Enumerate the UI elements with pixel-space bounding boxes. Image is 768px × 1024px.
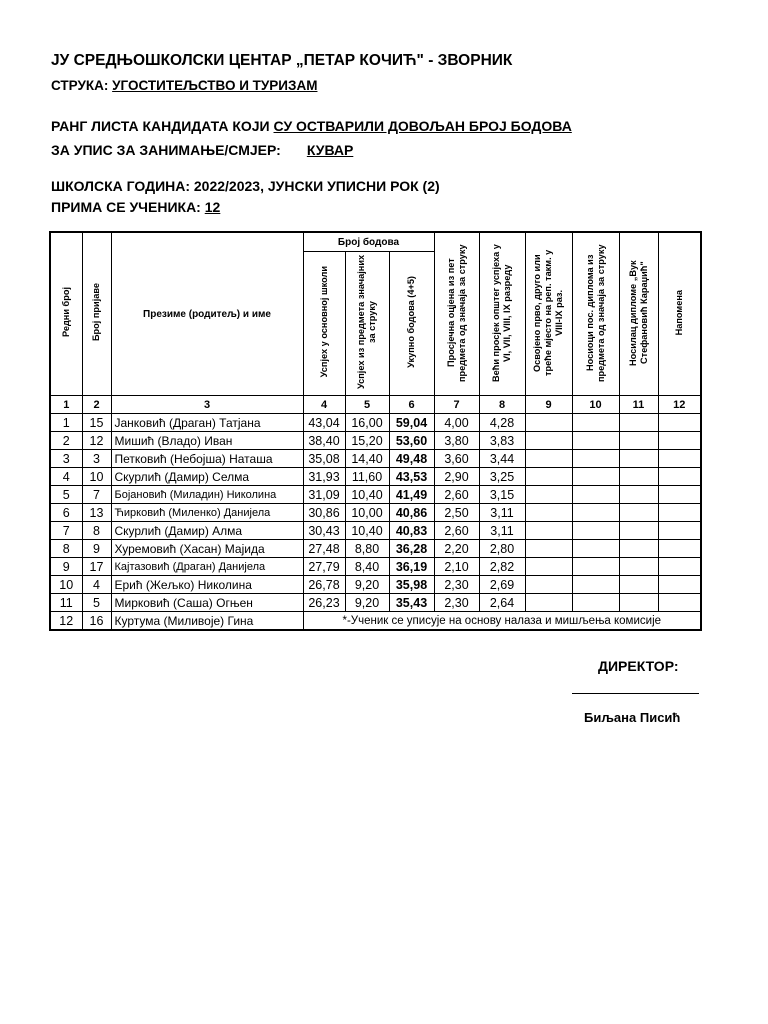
empty-cell (658, 414, 701, 432)
empty-cell (525, 468, 572, 486)
application-cell: 13 (82, 504, 111, 522)
rank-cell: 9 (50, 558, 82, 576)
note-cell: *-Ученик се уписује на основу налаза и мишљења комисије (303, 612, 701, 631)
col-diplomas-header: Носиоци пос. диплома из предмета од значаја за струку (572, 232, 619, 396)
table-row (50, 576, 701, 594)
total-points-cell: 36,19 (389, 558, 434, 576)
empty-cell (658, 486, 701, 504)
director-name: Биљана Писић (584, 710, 681, 725)
school-success-cell: 30,43 (303, 522, 345, 540)
general-avg-cell: 3,15 (479, 486, 525, 504)
empty-cell (572, 540, 619, 558)
total-points-cell: 36,28 (389, 540, 434, 558)
empty-cell (572, 522, 619, 540)
name-cell: Скурлић (Дамир) Селма (111, 468, 303, 486)
name-cell: Ћирковић (Миленко) Данијела (111, 504, 303, 522)
avg-grade-cell: 2,60 (434, 522, 479, 540)
empty-cell (619, 540, 658, 558)
avg-grade-cell: 2,20 (434, 540, 479, 558)
col-competition-header: Освојено прво, друго или треће мјесто на реп. такм. у VIII-IX раз. (525, 232, 572, 396)
empty-cell (619, 522, 658, 540)
signature-line (572, 693, 699, 694)
school-success-cell: 43,04 (303, 414, 345, 432)
ranklist-underlined: СУ ОСТВАРИЛИ ДОВОЉАН БРОЈ БОДОВА (273, 118, 572, 134)
empty-cell (658, 540, 701, 558)
rank-cell: 11 (50, 594, 82, 612)
school-success-cell: 30,86 (303, 504, 345, 522)
points-group-header: Број бодова (303, 232, 434, 252)
general-avg-cell: 3,11 (479, 522, 525, 540)
rank-cell: 7 (50, 522, 82, 540)
rank-cell: 6 (50, 504, 82, 522)
application-cell: 5 (82, 594, 111, 612)
empty-cell (619, 450, 658, 468)
application-cell: 9 (82, 540, 111, 558)
name-cell: Кајтазовић (Драган) Данијела (111, 558, 303, 576)
total-points-cell: 35,98 (389, 576, 434, 594)
name-cell: Куртума (Миливоје) Гина (111, 612, 303, 631)
empty-cell (619, 468, 658, 486)
name-cell: Скурлић (Дамир) Алма (111, 522, 303, 540)
empty-cell (572, 558, 619, 576)
empty-cell (572, 576, 619, 594)
table-row (50, 522, 701, 540)
empty-cell (572, 468, 619, 486)
application-cell: 3 (82, 450, 111, 468)
ranklist-prefix: РАНГ ЛИСТА КАНДИДАТА КОЈИ (51, 118, 274, 134)
subject-success-cell: 9,20 (345, 594, 389, 612)
col-general-avg-header: Већи просјек општег успјеха у VI, VII, VIII, IX разреду (479, 232, 525, 396)
application-cell: 16 (82, 612, 111, 631)
admitted-value: 12 (204, 199, 221, 215)
empty-cell (572, 414, 619, 432)
empty-cell (658, 432, 701, 450)
avg-grade-cell: 2,90 (434, 468, 479, 486)
subject-success-cell: 8,80 (345, 540, 389, 558)
general-avg-cell: 2,80 (479, 540, 525, 558)
avg-grade-cell: 2,30 (434, 576, 479, 594)
occupation-value: КУВАР (306, 142, 354, 158)
occupation-line (51, 142, 353, 158)
table-row-last (50, 612, 701, 631)
application-cell: 8 (82, 522, 111, 540)
subject-success-cell: 15,20 (345, 432, 389, 450)
general-avg-cell: 2,82 (479, 558, 525, 576)
empty-cell (525, 522, 572, 540)
avg-grade-cell: 4,00 (434, 414, 479, 432)
rank-table (49, 231, 702, 631)
empty-cell (619, 432, 658, 450)
application-cell: 7 (82, 486, 111, 504)
table-row (50, 414, 701, 432)
table-row (50, 558, 701, 576)
empty-cell (619, 504, 658, 522)
name-cell: Хуремовић (Хасан) Мајида (111, 540, 303, 558)
empty-cell (619, 558, 658, 576)
rank-cell: 2 (50, 432, 82, 450)
empty-cell (658, 450, 701, 468)
school-success-cell: 26,23 (303, 594, 345, 612)
application-cell: 17 (82, 558, 111, 576)
admitted-label: ПРИМА СЕ УЧЕНИКА: (51, 199, 205, 215)
table-row (50, 432, 701, 450)
col-total-points-header: Укупно бодова (4+5) (389, 252, 434, 396)
subject-success-cell: 10,00 (345, 504, 389, 522)
empty-cell (619, 414, 658, 432)
empty-cell (525, 576, 572, 594)
col-vuk-diploma-header: Носилац дипломе „Вук Стефановић Караџић" (619, 232, 658, 396)
rank-cell: 10 (50, 576, 82, 594)
subject-success-cell: 10,40 (345, 522, 389, 540)
empty-cell (572, 594, 619, 612)
school-success-cell: 27,48 (303, 540, 345, 558)
empty-cell (658, 594, 701, 612)
school-success-cell: 38,40 (303, 432, 345, 450)
subject-success-cell: 9,20 (345, 576, 389, 594)
empty-cell (658, 504, 701, 522)
empty-cell (658, 576, 701, 594)
general-avg-cell: 2,64 (479, 594, 525, 612)
empty-cell (619, 486, 658, 504)
name-cell: Мирковић (Саша) Огњен (111, 594, 303, 612)
avg-grade-cell: 2,60 (434, 486, 479, 504)
col-avg-grade-header: Просјечна оцјена из пет предмета од значаја за струку (434, 232, 479, 396)
rank-cell: 4 (50, 468, 82, 486)
avg-grade-cell: 2,10 (434, 558, 479, 576)
empty-cell (658, 468, 701, 486)
rank-cell: 3 (50, 450, 82, 468)
empty-cell (572, 450, 619, 468)
table-row (50, 450, 701, 468)
empty-cell (572, 504, 619, 522)
col-note-header: Напомена (658, 232, 701, 396)
empty-cell (525, 450, 572, 468)
rank-cell: 8 (50, 540, 82, 558)
empty-cell (525, 504, 572, 522)
application-cell: 12 (82, 432, 111, 450)
col-subject-success-header: Успјех из предмета значајних за струку (345, 252, 389, 396)
rank-cell: 12 (50, 612, 82, 631)
occupation-label: ЗА УПИС ЗА ЗАНИМАЊЕ/СМЈЕР: (51, 142, 281, 158)
col-rank-header: Редни број (50, 232, 82, 396)
subject-success-cell: 8,40 (345, 558, 389, 576)
application-cell: 10 (82, 468, 111, 486)
table-row (50, 468, 701, 486)
col-school-success-header: Успјех у основној школи (303, 252, 345, 396)
empty-cell (525, 414, 572, 432)
school-success-cell: 31,93 (303, 468, 345, 486)
application-cell: 15 (82, 414, 111, 432)
subject-success-cell: 14,40 (345, 450, 389, 468)
field-line (51, 78, 317, 93)
table-row (50, 486, 701, 504)
empty-cell (619, 576, 658, 594)
col-name-header: Презиме (родитељ) и име (111, 232, 303, 396)
general-avg-cell: 3,44 (479, 450, 525, 468)
school-success-cell: 35,08 (303, 450, 345, 468)
school-success-cell: 31,09 (303, 486, 345, 504)
table-row (50, 504, 701, 522)
school-success-cell: 26,78 (303, 576, 345, 594)
rank-cell: 1 (50, 414, 82, 432)
general-avg-cell: 2,69 (479, 576, 525, 594)
total-points-cell: 59,04 (389, 414, 434, 432)
application-cell: 4 (82, 576, 111, 594)
empty-cell (572, 486, 619, 504)
empty-cell (525, 540, 572, 558)
avg-grade-cell: 2,30 (434, 594, 479, 612)
empty-cell (572, 432, 619, 450)
total-points-cell: 49,48 (389, 450, 434, 468)
total-points-cell: 41,49 (389, 486, 434, 504)
school-success-cell: 27,79 (303, 558, 345, 576)
empty-cell (658, 522, 701, 540)
admitted-line (51, 199, 220, 215)
column-numbers-row: 1 2 3 4 5 6 7 8 9 10 11 12 (50, 396, 701, 414)
total-points-cell: 53,60 (389, 432, 434, 450)
total-points-cell: 35,43 (389, 594, 434, 612)
table-row (50, 540, 701, 558)
total-points-cell: 40,86 (389, 504, 434, 522)
subject-success-cell: 16,00 (345, 414, 389, 432)
empty-cell (658, 558, 701, 576)
name-cell: Ерић (Жељко) Николина (111, 576, 303, 594)
subject-success-cell: 10,40 (345, 486, 389, 504)
school-year: ШКОЛСКА ГОДИНА: 2022/2023, ЈУНСКИ УПИСНИ РОК (2) (51, 178, 440, 194)
name-cell: Јанковић (Драган) Татјана (111, 414, 303, 432)
field-label: СТРУКА: (51, 78, 113, 93)
total-points-cell: 40,83 (389, 522, 434, 540)
general-avg-cell: 3,11 (479, 504, 525, 522)
empty-cell (525, 432, 572, 450)
name-cell: Петковић (Небојша) Наташа (111, 450, 303, 468)
empty-cell (525, 594, 572, 612)
empty-cell (525, 486, 572, 504)
general-avg-cell: 4,28 (479, 414, 525, 432)
subject-success-cell: 11,60 (345, 468, 389, 486)
avg-grade-cell: 3,80 (434, 432, 479, 450)
director-label: ДИРЕКТОР: (598, 658, 679, 674)
rank-cell: 5 (50, 486, 82, 504)
institution-title: ЈУ СРЕДЊОШКОЛСКИ ЦЕНТАР „ПЕТАР КОЧИЋ" - ЗВОРНИК (51, 52, 513, 69)
col-application-header: Број пријаве (82, 232, 111, 396)
general-avg-cell: 3,25 (479, 468, 525, 486)
total-points-cell: 43,53 (389, 468, 434, 486)
avg-grade-cell: 3,60 (434, 450, 479, 468)
table-row (50, 594, 701, 612)
field-value: УГОСТИТЕЉСТВО И ТУРИЗАМ (112, 78, 318, 93)
name-cell: Бојановић (Миладин) Николина (111, 486, 303, 504)
ranklist-title (51, 118, 572, 134)
general-avg-cell: 3,83 (479, 432, 525, 450)
empty-cell (619, 594, 658, 612)
empty-cell (525, 558, 572, 576)
name-cell: Мишић (Владо) Иван (111, 432, 303, 450)
avg-grade-cell: 2,50 (434, 504, 479, 522)
